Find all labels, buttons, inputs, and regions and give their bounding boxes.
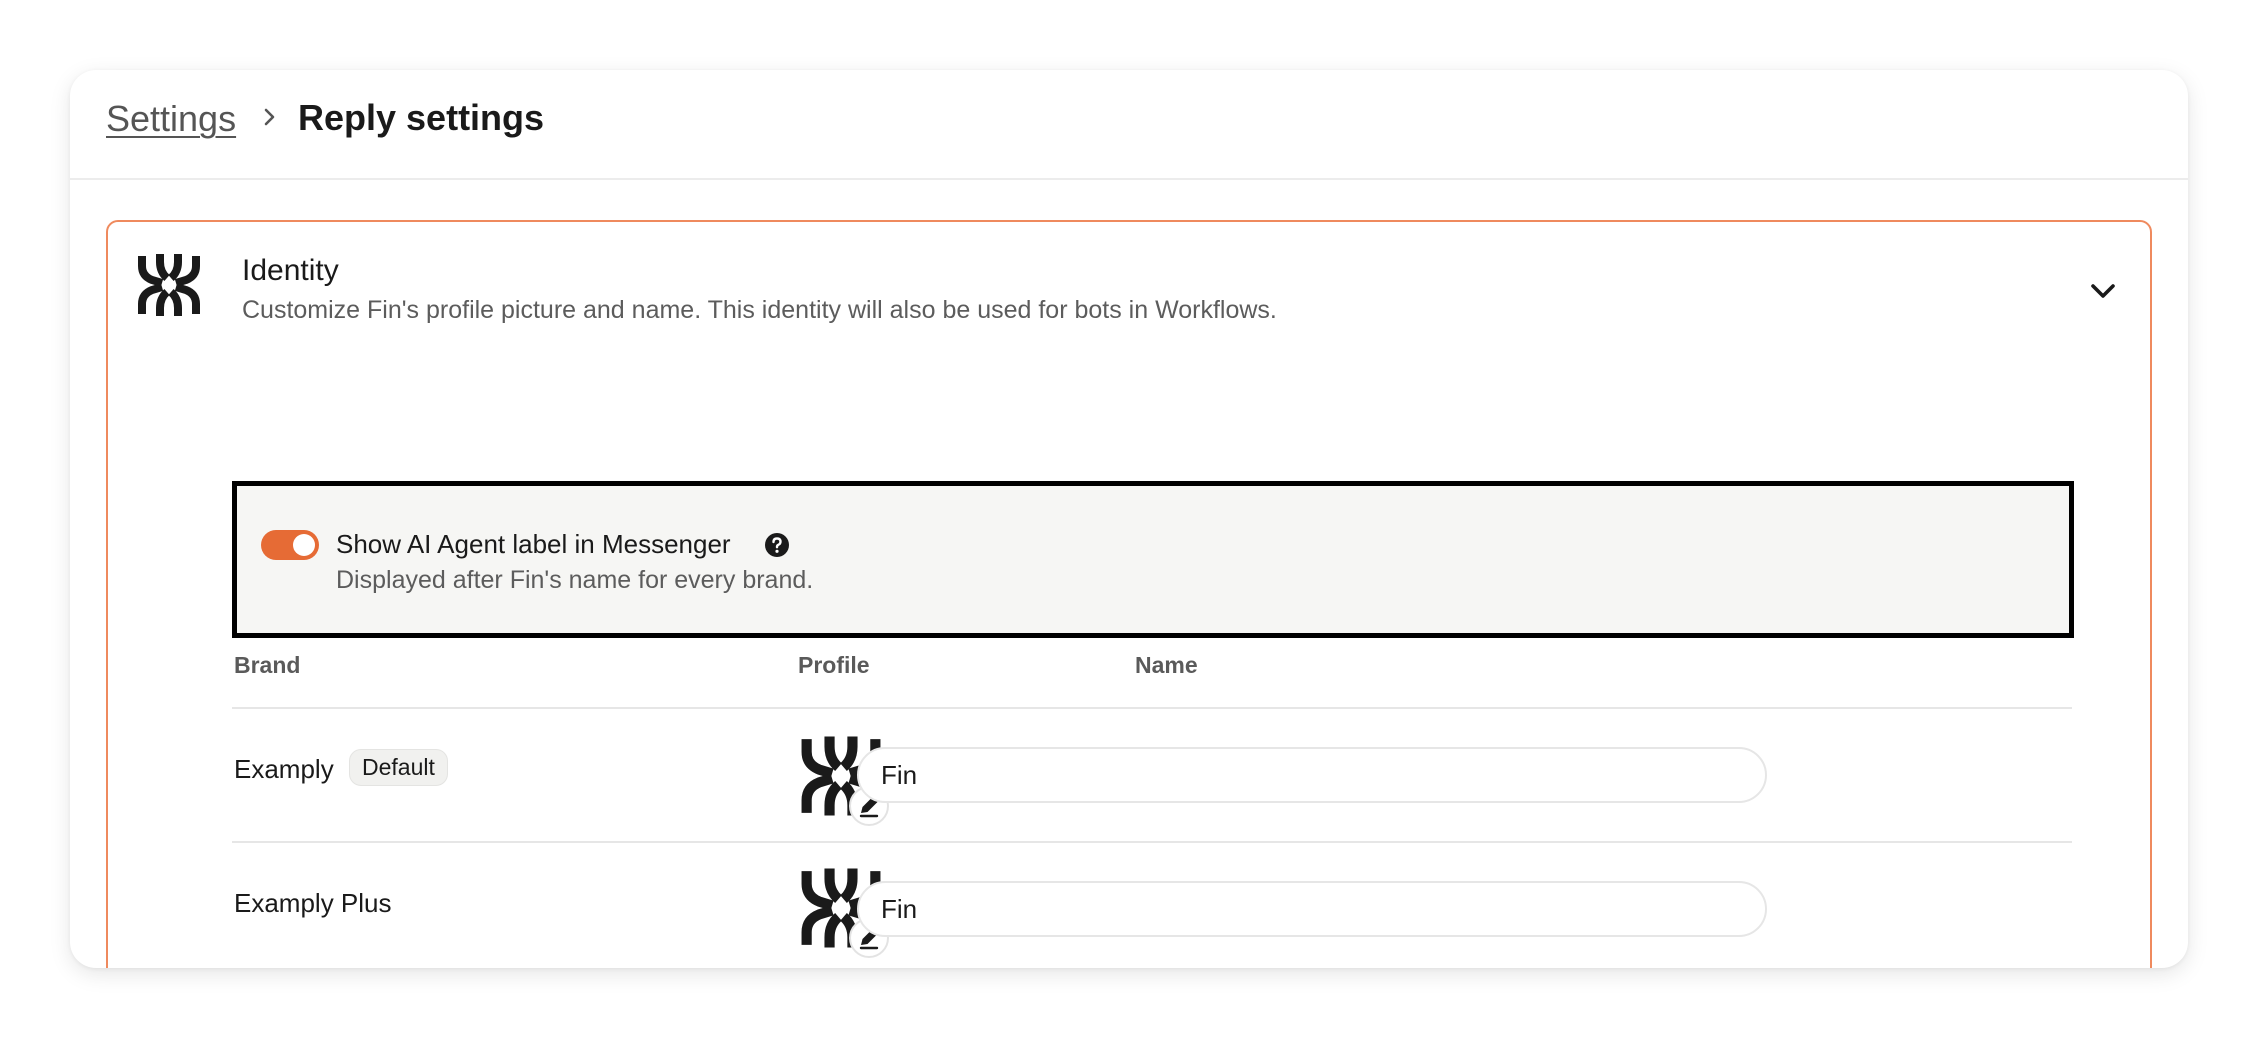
help-icon[interactable] bbox=[764, 532, 790, 558]
chevron-down-icon[interactable] bbox=[2086, 274, 2120, 308]
ai-agent-label-toggle[interactable] bbox=[261, 530, 319, 560]
chevron-right-icon bbox=[259, 106, 281, 128]
bot-name-input[interactable] bbox=[857, 747, 1767, 803]
bot-name-input[interactable] bbox=[857, 881, 1767, 937]
ai-agent-label-description: Displayed after Fin's name for every brand. bbox=[336, 566, 814, 594]
fin-logo-icon bbox=[136, 252, 202, 318]
ai-agent-label-title: Show AI Agent label in Messenger bbox=[336, 529, 731, 559]
brand-name: Examply Plus bbox=[234, 888, 392, 918]
identity-title: Identity bbox=[242, 254, 339, 287]
breadcrumb-settings-link[interactable]: Settings bbox=[106, 98, 237, 139]
brand-name: Examply bbox=[234, 754, 334, 784]
identity-description: Customize Fin's profile picture and name. This identity will also be used for bots in Workflows. bbox=[242, 296, 1277, 324]
page-title: Reply settings bbox=[298, 97, 545, 138]
column-header-brand: Brand bbox=[234, 652, 301, 678]
table-row bbox=[232, 843, 2072, 968]
default-badge: Default bbox=[349, 749, 448, 786]
page-header bbox=[70, 70, 2188, 180]
toggle-knob bbox=[293, 534, 315, 556]
column-header-name: Name bbox=[1135, 652, 1198, 678]
identity-panel bbox=[106, 220, 2152, 968]
reply-settings-card bbox=[70, 70, 2188, 968]
column-header-profile: Profile bbox=[798, 652, 870, 678]
table-row bbox=[232, 709, 2072, 841]
ai-agent-label-box bbox=[232, 481, 2074, 638]
